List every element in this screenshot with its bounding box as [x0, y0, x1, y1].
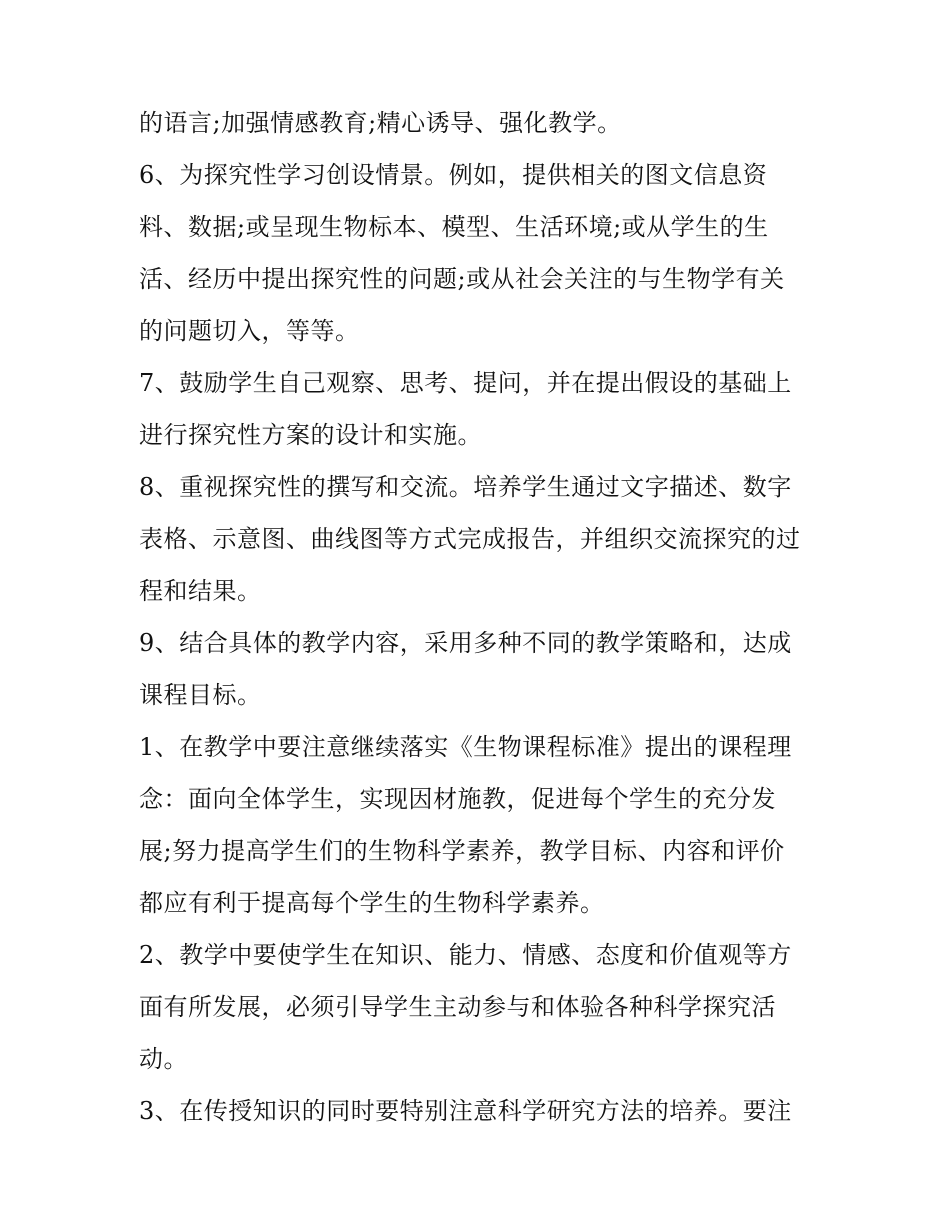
text-line: 的问题切入，等等。 — [139, 317, 360, 345]
text-line: 料、数据;或呈现生物标本、模型、生活环境;或从学生的生 — [139, 213, 769, 241]
text-line: 2、教学中要使学生在知识、能力、情感、态度和价值观等方 — [139, 941, 792, 969]
text-line: 表格、示意图、曲线图等方式完成报告，并组织交流探究的过 — [139, 525, 801, 553]
text-line: 8、重视探究性的撰写和交流。培养学生通过文字描述、数字 — [139, 473, 792, 501]
text-line: 面有所发展，必须引导学生主动参与和体验各种科学探究活 — [139, 993, 776, 1021]
text-line: 7、鼓励学生自己观察、思考、提问，并在提出假设的基础上 — [139, 369, 792, 397]
text-line: 进行探究性方案的设计和实施。 — [139, 421, 482, 449]
text-line: 活、经历中提出探究性的问题;或从社会关注的与生物学有关 — [139, 265, 785, 293]
text-line: 都应有利于提高每个学生的生物科学素养。 — [139, 889, 605, 917]
text-line: 课程目标。 — [139, 681, 262, 709]
text-line: 9、结合具体的教学内容，采用多种不同的教学策略和，达成 — [139, 629, 792, 657]
text-line: 动。 — [139, 1045, 188, 1073]
text-line: 的语言;加强情感教育;精心诱导、强化教学。 — [139, 109, 622, 137]
text-line: 1、在教学中要注意继续落实《生物课程标准》提出的课程理 — [139, 733, 792, 761]
text-line: 展;努力提高学生们的生物科学素养，教学目标、内容和评价 — [139, 837, 785, 865]
text-line: 程和结果。 — [139, 577, 262, 605]
text-line: 3、在传授知识的同时要特别注意科学研究方法的培养。要注 — [139, 1097, 792, 1125]
text-line: 6、为探究性学习创设情景。例如，提供相关的图文信息资 — [139, 161, 768, 189]
text-line: 念：面向全体学生，实现因材施教，促进每个学生的充分发 — [139, 785, 776, 813]
